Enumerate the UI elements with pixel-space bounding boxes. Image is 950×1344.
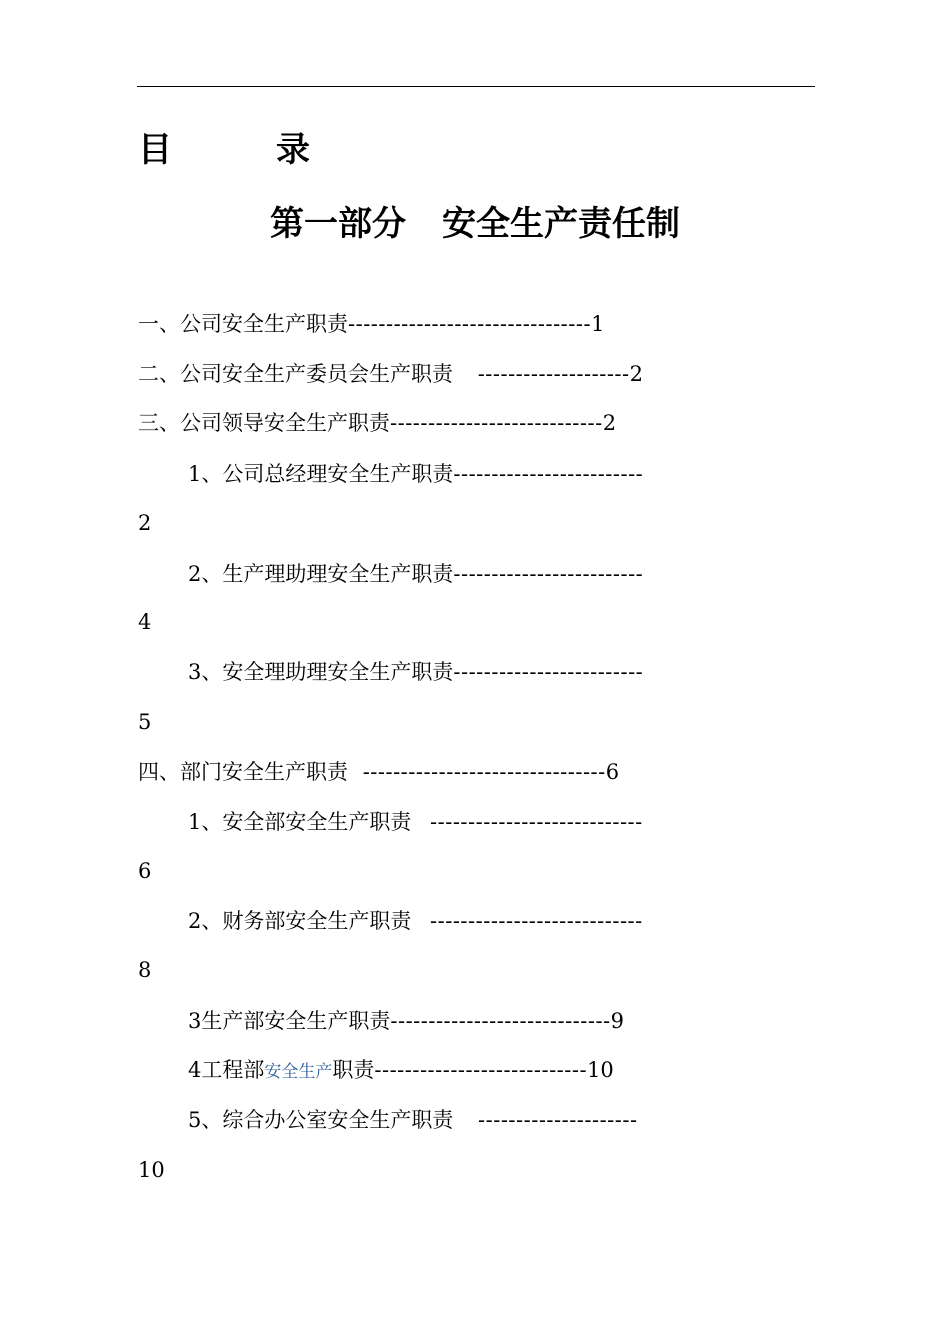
toc-heading [138,128,310,172]
toc-entry-label: 2、生产理助理安全生产职责 [188,562,454,586]
toc-entry-label: 三、公司领导安全生产职责 [138,411,390,435]
toc-entry-11[interactable] [188,1056,614,1086]
toc-entry-6[interactable] [188,658,643,686]
header-rule [137,86,815,87]
toc-entry-3[interactable] [138,409,616,437]
part-title-text: 安全生产责任制 [442,204,680,244]
toc-entry-page: 6 [138,859,152,883]
toc-entry-leader: -------------------------------- [348,312,592,336]
toc-entry-1[interactable] [138,310,604,338]
toc-entry-page: 1 [591,312,605,336]
toc-entry-6-page [138,708,151,736]
toc-entry-page: 9 [610,1009,625,1033]
toc-entry-page: 2 [602,411,617,435]
toc-entry-page: 4 [138,610,152,634]
toc-entry-10[interactable] [188,1007,624,1035]
toc-entry-leader: -------------------------------- [362,760,606,784]
toc-entry-leader: ---------------------------- [390,411,603,435]
toc-entry-leader: -------------------- [477,362,630,386]
toc-entry-5[interactable] [188,560,643,588]
toc-entry-8-page [138,857,151,885]
toc-entry-leader: ------------------------- [453,660,644,684]
toc-entry-leader: ----------------------------- [390,1009,611,1033]
toc-entry-leader: ---------------------------- [430,909,643,933]
toc-entry-page: 10 [587,1058,614,1082]
toc-entry-leader: ------------------------- [453,562,644,586]
toc-entry-9[interactable] [188,907,643,935]
toc-entry-leader: --------------------- [478,1108,638,1132]
toc-entry-8[interactable] [188,808,643,836]
toc-entry-12[interactable] [188,1106,638,1134]
toc-entry-label: 二、公司安全生产委员会生产职责 [138,362,460,386]
toc-entry-label: 一、公司安全生产职责 [138,312,348,336]
toc-entry-page: 8 [138,958,152,982]
toc-entry-page: 2 [138,511,152,535]
toc-entry-page: 10 [138,1158,165,1182]
toc-entry-7[interactable] [138,758,619,786]
toc-entry-label-prefix: 4工程部 [188,1058,265,1082]
toc-heading-left: 目 [138,130,172,170]
toc-entry-leader: ------------------------- [453,462,644,486]
toc-entry-page: 2 [629,362,643,386]
toc-entry-label: 3生产部安全生产职责 [188,1009,391,1033]
part-title-number: 第一部分 [270,204,406,244]
toc-entry-9-page [138,956,151,984]
toc-entry-label: 3、安全理助理安全生产职责 [188,660,454,684]
toc-entry-label: 5、综合办公室安全生产职责 [188,1108,461,1132]
toc-entry-5-page [138,608,151,636]
toc-entry-12-page [138,1156,165,1184]
toc-entry-label-highlight: 安全生产 [264,1062,333,1082]
toc-entry-label: 1、安全部安全生产职责 [188,810,419,834]
part-title [0,200,950,248]
toc-entry-4[interactable] [188,460,643,488]
toc-entry-page: 6 [605,760,620,784]
toc-entry-page: 5 [138,710,152,734]
toc-entry-leader: ---------------------------- [430,810,643,834]
toc-entry-leader: ---------------------------- [374,1058,588,1082]
toc-entry-label: 四、部门安全生产职责 [138,760,355,784]
toc-entry-4-page [138,509,151,537]
toc-entry-label-suffix: 职责 [332,1058,375,1082]
toc-entry-label: 1、公司总经理安全生产职责 [188,462,454,486]
toc-entry-label: 2、财务部安全生产职责 [188,909,419,933]
toc-entry-2[interactable] [138,360,643,388]
toc-heading-right: 录 [276,130,310,170]
